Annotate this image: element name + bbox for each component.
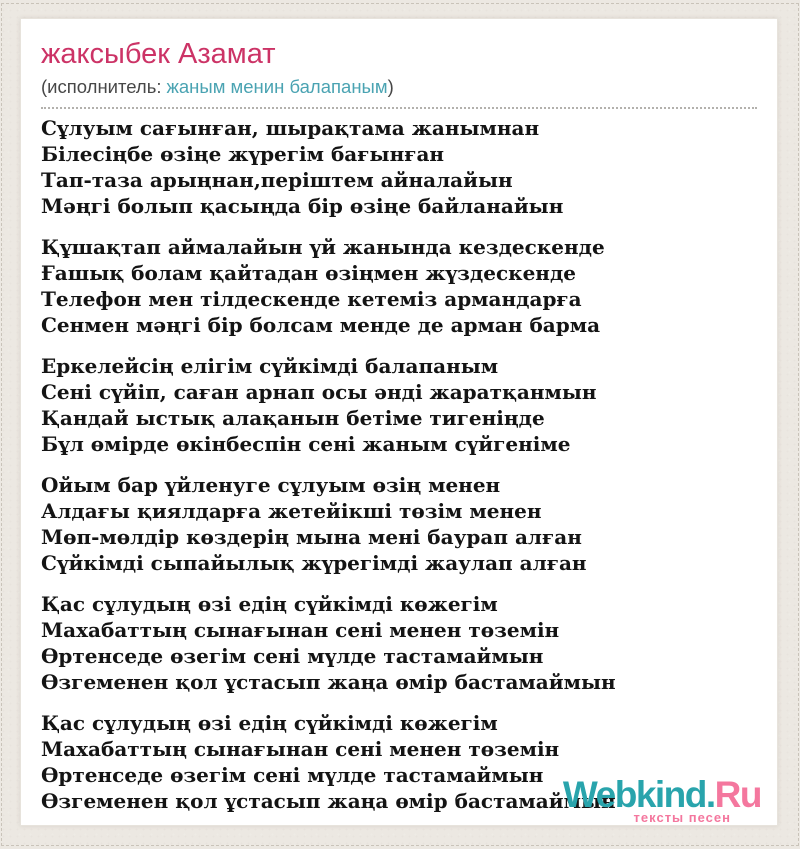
- lyric-line: Өртенседе өзегім сені мүлде тастамаймын: [41, 763, 544, 787]
- lyric-line: Махабаттың сынағынан сені менен төземін: [41, 618, 560, 642]
- lyric-line: Қандай ыстық алақанын бетіме тигеніңде: [41, 406, 545, 430]
- lyric-line: Ғашық болам қайтадан өзіңмен жүздескенде: [41, 261, 576, 285]
- lyric-line: Алдағы қиялдарға жетейікші төзім менен: [41, 499, 542, 523]
- lyric-line: Телефон мен тілдескенде кетеміз армандарға: [41, 287, 582, 311]
- lyrics-block: [41, 115, 757, 814]
- webkind-logo-link[interactable]: [563, 776, 761, 824]
- webkind-logo: [563, 776, 761, 813]
- stanza: [41, 353, 757, 457]
- artist-link[interactable]: жаным менин балапаным: [166, 76, 388, 97]
- lyric-line: Сені сүйіп, саған арнап осы әнді жаратқанмын: [41, 380, 597, 404]
- lyric-line: Мәңгі болып қасыңда бір өзіңе байланайын: [41, 194, 564, 218]
- stanza: [41, 115, 757, 219]
- stanza: [41, 234, 757, 338]
- lyric-line: Мөп-мөлдір көздерің мына мені баурап алған: [41, 525, 582, 549]
- artist-line: [41, 76, 757, 109]
- webkind-logo-tagline: тексты песен: [633, 810, 731, 825]
- song-title: жаксыбек Азамат: [41, 38, 276, 70]
- stanza: [41, 591, 757, 695]
- lyric-line: Қас сұлудың өзі едің сүйкімді көжегім: [41, 711, 498, 735]
- lyric-line: Өртенседе өзегім сені мүлде тастамаймын: [41, 644, 544, 668]
- lyric-line: Қас сұлудың өзі едің сүйкімді көжегім: [41, 592, 498, 616]
- lyric-line: Сүйкімді сыпайылық жүрегімді жаулап алған: [41, 551, 587, 575]
- lyric-line: Құшақтап аймалайын үй жанында кездескенде: [41, 235, 605, 259]
- artist-label: (исполнитель:: [41, 76, 162, 97]
- artist-close-paren: ): [387, 76, 394, 97]
- lyric-line: Еркелейсің елігім сүйкімді балапаным: [41, 354, 499, 378]
- lyric-line: Өзгеменен қол ұстасып жаңа өмір бастамаймын: [41, 789, 616, 813]
- lyric-line: Бұл өмірде өкінбеспін сені жаным сүйгеніме: [41, 432, 571, 456]
- lyric-line: Сұлуым сағынған, шырақтама жанымнан: [41, 116, 540, 140]
- webkind-logo-name: Webkind.: [562, 774, 715, 815]
- stanza: [41, 472, 757, 576]
- webkind-logo-domain: Ru: [714, 774, 761, 815]
- lyric-line: Ойым бар үйленуге сұлуым өзің менен: [41, 473, 501, 497]
- lyric-line: Махабаттың сынағынан сені менен төземін: [41, 737, 560, 761]
- lyric-line: Өзгеменен қол ұстасып жаңа өмір бастамаймын: [41, 670, 616, 694]
- lyric-line: Сенмен мәңгі бір болсам менде де арман барма: [41, 313, 601, 337]
- content-panel: [20, 18, 778, 826]
- lyric-line: Тап-таза арыңнан,періштем айналайын: [41, 168, 513, 192]
- lyric-line: Білесіңбе өзіңе жүрегім бағынған: [41, 142, 445, 166]
